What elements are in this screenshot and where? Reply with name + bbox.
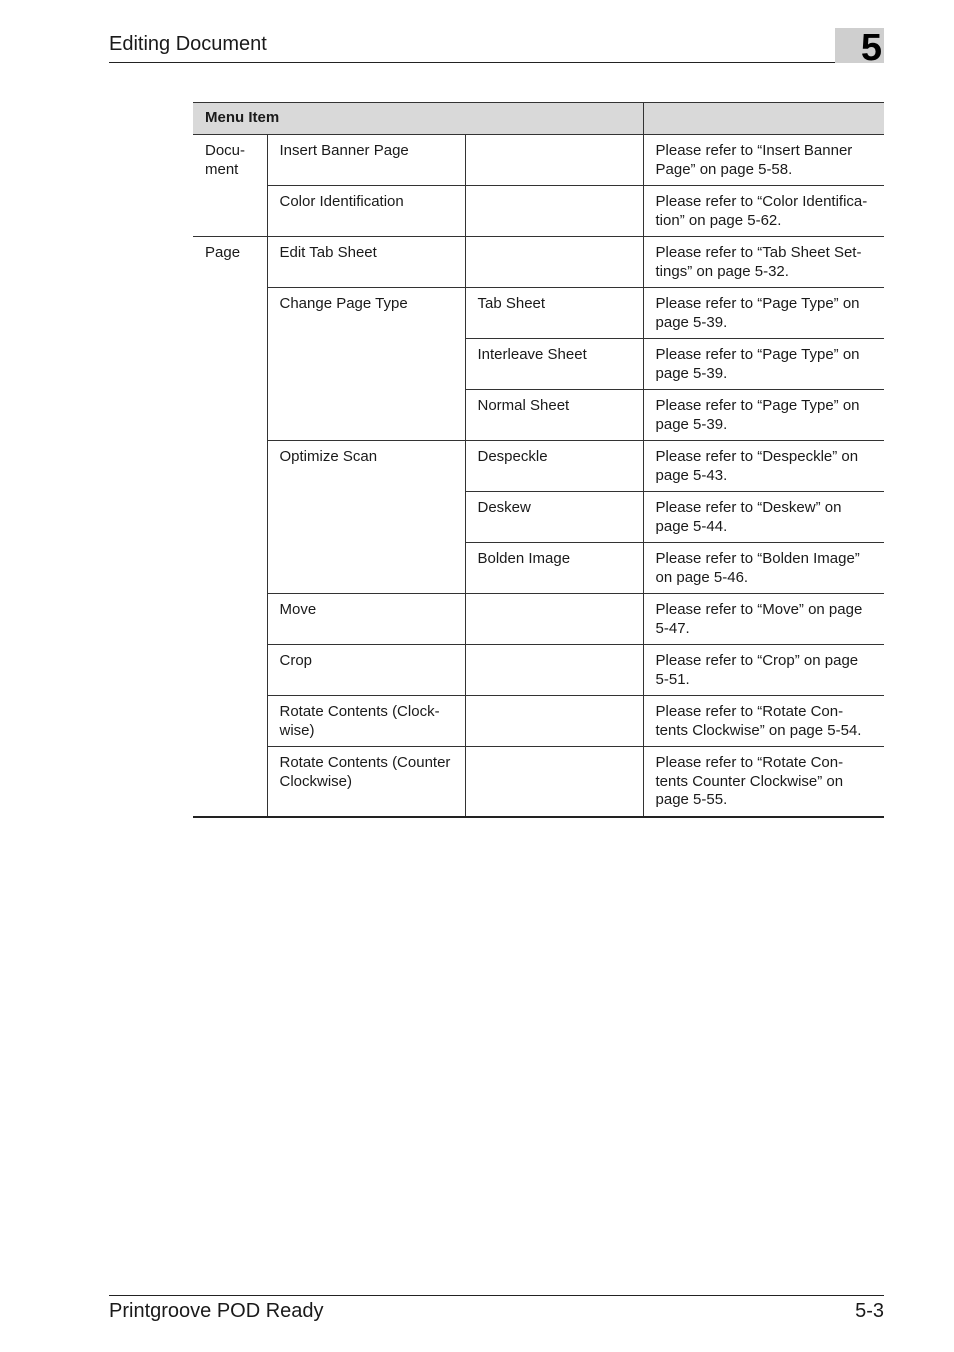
menu-item-cell: Color Identification bbox=[267, 186, 465, 237]
table-row bbox=[193, 696, 884, 747]
table-row bbox=[193, 237, 884, 288]
footer-rule bbox=[109, 1295, 884, 1296]
menu-item-cell: Edit Tab Sheet bbox=[267, 237, 465, 288]
menu-item-cell: Rotate Contents (Counter Clockwise) bbox=[267, 747, 465, 817]
sub-item-cell: Normal Sheet bbox=[465, 390, 643, 441]
group-label-line: ment bbox=[205, 160, 239, 178]
table-row bbox=[193, 594, 884, 645]
sub-item-cell: Despeckle bbox=[465, 441, 643, 492]
sub-item-cell bbox=[465, 747, 643, 817]
menu-item-cell: Rotate Contents (Clock-wise) bbox=[267, 696, 465, 747]
footer-product-name: Printgroove POD Ready bbox=[109, 1300, 324, 1322]
table-row bbox=[193, 135, 884, 186]
menu-item-cell: Optimize Scan bbox=[267, 441, 465, 594]
menu-item-cell: Move bbox=[267, 594, 465, 645]
table-row bbox=[193, 441, 884, 492]
sub-item-cell: Bolden Image bbox=[465, 543, 643, 594]
reference-cell: Please refer to “Rotate Con-tents Counter Clockwise” on page 5-55. bbox=[643, 747, 884, 817]
sub-item-cell: Tab Sheet bbox=[465, 288, 643, 339]
menu-item-cell: Crop bbox=[267, 645, 465, 696]
sub-item-cell bbox=[465, 696, 643, 747]
reference-cell: Please refer to “Bolden Image” on page 5-46. bbox=[643, 543, 884, 594]
menu-item-cell: Insert Banner Page bbox=[267, 135, 465, 186]
sub-item-cell bbox=[465, 135, 643, 186]
group-label-page: Page bbox=[193, 237, 267, 817]
sub-item-cell: Interleave Sheet bbox=[465, 339, 643, 390]
reference-cell: Please refer to “Despeckle” on page 5-43. bbox=[643, 441, 884, 492]
group-label-line: Docu- bbox=[205, 142, 246, 159]
menu-item-table bbox=[193, 102, 884, 818]
reference-cell: Please refer to “Page Type” on page 5-39. bbox=[643, 288, 884, 339]
group-label-document bbox=[193, 135, 267, 237]
reference-cell: Please refer to “Crop” on page 5-51. bbox=[643, 645, 884, 696]
reference-cell: Please refer to “Page Type” on page 5-39. bbox=[643, 339, 884, 390]
column-header-menu-item: Menu Item bbox=[193, 103, 643, 135]
page-header-title: Editing Document bbox=[109, 33, 267, 55]
footer-page-number: 5-3 bbox=[855, 1300, 884, 1322]
reference-cell: Please refer to “Deskew” on page 5-44. bbox=[643, 492, 884, 543]
sub-item-cell bbox=[465, 237, 643, 288]
chapter-tab bbox=[835, 27, 884, 69]
table-row bbox=[193, 288, 884, 339]
reference-cell: Please refer to “Rotate Con-tents Clockwise” on page 5-54. bbox=[643, 696, 884, 747]
reference-cell: Please refer to “Tab Sheet Set-tings” on page 5-32. bbox=[643, 237, 884, 288]
table-row bbox=[193, 747, 884, 817]
table-row bbox=[193, 186, 884, 237]
menu-item-cell: Change Page Type bbox=[267, 288, 465, 441]
column-header-reference bbox=[643, 103, 884, 135]
sub-item-cell bbox=[465, 186, 643, 237]
table-row bbox=[193, 645, 884, 696]
header-rule bbox=[109, 62, 884, 63]
reference-cell: Please refer to “Page Type” on page 5-39. bbox=[643, 390, 884, 441]
sub-item-cell bbox=[465, 645, 643, 696]
reference-cell: Please refer to “Color Identifica-tion” on page 5-62. bbox=[643, 186, 884, 237]
sub-item-cell bbox=[465, 594, 643, 645]
reference-cell: Please refer to “Move” on page 5-47. bbox=[643, 594, 884, 645]
table-header-row bbox=[193, 103, 884, 135]
sub-item-cell: Deskew bbox=[465, 492, 643, 543]
reference-cell: Please refer to “Insert Banner Page” on page 5-58. bbox=[643, 135, 884, 186]
chapter-number: 5 bbox=[860, 27, 882, 69]
